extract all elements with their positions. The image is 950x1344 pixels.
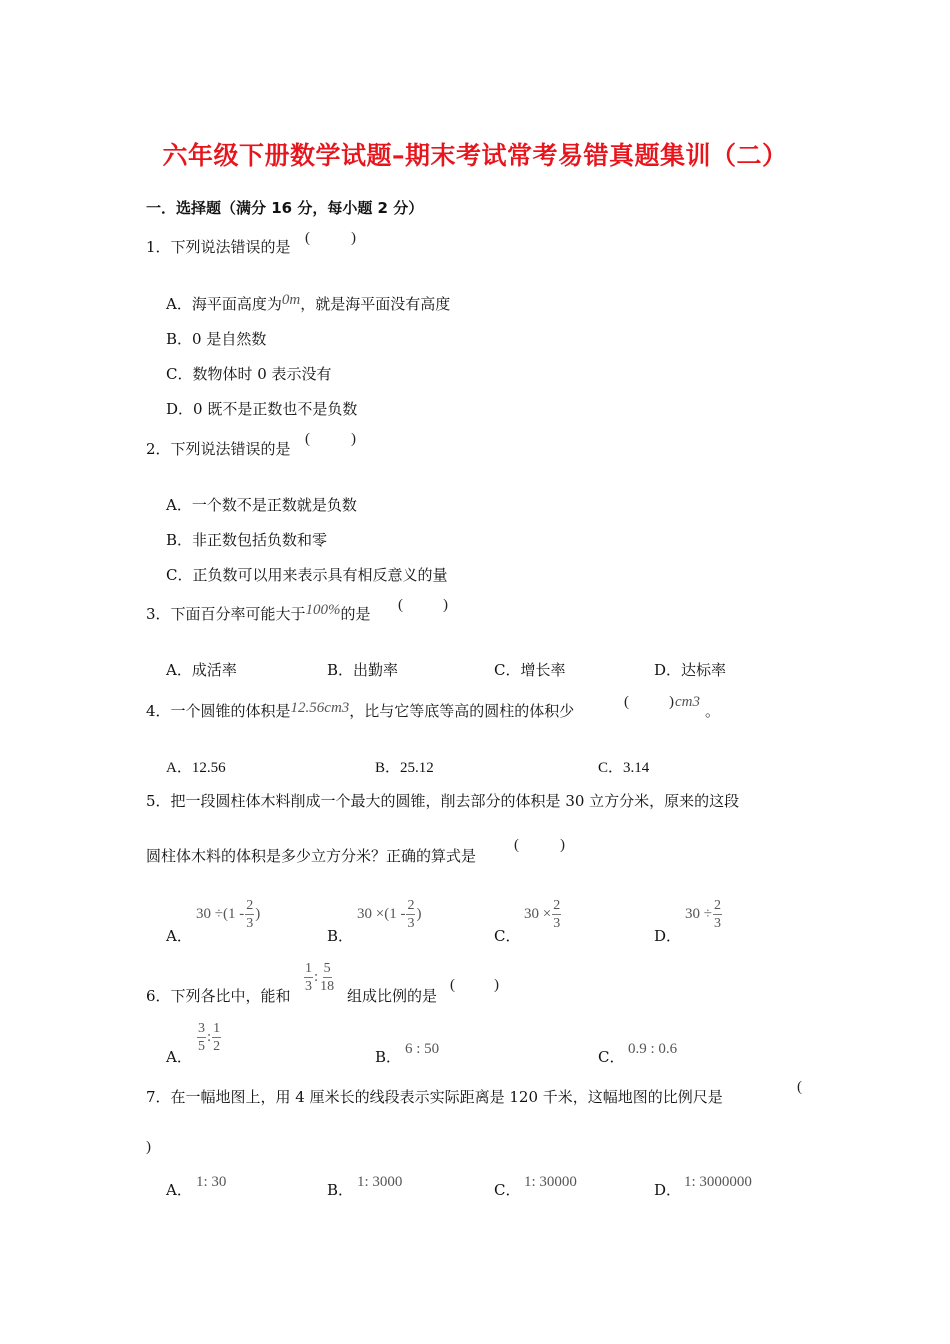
q6-r-num1: 1 bbox=[305, 961, 312, 976]
q2-option-b[interactable]: B．非正数包括负数和零 bbox=[166, 531, 328, 549]
q5-option-c-expr[interactable] bbox=[524, 897, 562, 932]
q5-c-num: 2 bbox=[553, 898, 561, 913]
q7-option-d-expr[interactable]: 1: 3000000 bbox=[684, 1174, 752, 1190]
q6-r-den1: 3 bbox=[305, 979, 312, 994]
question-6-stem-pre: 6．下列各比中，能和 bbox=[146, 987, 291, 1005]
q5-a-num: 2 bbox=[246, 898, 254, 913]
q5-a-expr-post: ) bbox=[255, 906, 261, 922]
q6-answer-paren-open: ( bbox=[450, 977, 455, 993]
q6-ratio-frac-1 bbox=[304, 960, 313, 995]
q6-a-colon: : bbox=[207, 1029, 212, 1045]
q3-text: 3．下面百分率可能大于 bbox=[146, 605, 306, 623]
q6-option-b-label[interactable]: B． bbox=[375, 1048, 402, 1066]
q4-option-c[interactable]: C．3.14 bbox=[598, 760, 650, 776]
q4-answer-paren-close: ) bbox=[669, 694, 674, 710]
q7-option-b-label[interactable]: B． bbox=[327, 1181, 354, 1199]
q4-math-unit: cm3 bbox=[675, 694, 700, 710]
q1-answer-paren-close: ) bbox=[351, 230, 356, 246]
q5-option-d-label[interactable]: D． bbox=[654, 927, 682, 945]
q5-b-expr-post: ) bbox=[416, 906, 422, 922]
q3-option-a[interactable]: A．成活率 bbox=[166, 661, 237, 679]
question-4-stem bbox=[146, 700, 574, 721]
q5-a-fraction bbox=[245, 897, 254, 932]
q5-option-d-expr[interactable] bbox=[685, 897, 723, 932]
q6-a-frac-2 bbox=[212, 1020, 221, 1055]
q5-b-num: 2 bbox=[407, 898, 415, 913]
q5-b-expr-pre: 30 ×(1 - bbox=[357, 906, 406, 922]
q7-option-a-label[interactable]: A． bbox=[166, 1181, 192, 1199]
q1-option-a-math: 0m bbox=[281, 292, 301, 308]
q1-option-b[interactable]: B．0 是自然数 bbox=[166, 330, 267, 348]
q5-d-den: 3 bbox=[713, 916, 721, 931]
q3-option-d[interactable]: D．达标率 bbox=[654, 661, 727, 679]
q6-option-a-expr[interactable] bbox=[196, 1017, 222, 1055]
q2-answer-paren-open: ( bbox=[305, 431, 310, 447]
q3-option-b[interactable]: B．出勤率 bbox=[327, 661, 399, 679]
q7-answer-paren-close: ) bbox=[146, 1139, 151, 1155]
q5-option-c-label[interactable]: C． bbox=[494, 927, 521, 945]
q6-r-num2: 5 bbox=[323, 961, 331, 976]
q5-answer-paren-open: ( bbox=[514, 837, 519, 853]
question-5-line-1: 5．把一段圆柱体木料削成一个最大的圆锥，削去部分的体积是 30 立方分米，原来的这段 bbox=[146, 792, 740, 810]
q7-option-a-expr[interactable]: 1: 30 bbox=[196, 1174, 227, 1190]
q4-answer-paren-open: ( bbox=[624, 694, 629, 710]
question-7-line-1: 7．在一幅地图上，用 4 厘米长的线段表示实际距离是 120 千米，这幅地图的比例尺是 bbox=[146, 1088, 723, 1106]
q6-ratio bbox=[303, 957, 336, 995]
q7-answer-paren-open: ( bbox=[797, 1079, 802, 1095]
q5-c-fraction bbox=[552, 897, 561, 932]
q7-option-d-label[interactable]: D． bbox=[654, 1181, 682, 1199]
q2-option-a[interactable]: A．一个数不是正数就是负数 bbox=[166, 496, 357, 514]
q3-text-end: 的是 bbox=[340, 605, 371, 623]
q6-option-c-expr[interactable]: 0.9 : 0.6 bbox=[628, 1041, 678, 1057]
q3-option-c[interactable]: C．增长率 bbox=[494, 661, 566, 679]
q5-d-fraction bbox=[713, 897, 722, 932]
question-6-stem-post: 组成比例的是 bbox=[347, 987, 438, 1005]
q6-r-den2: 18 bbox=[320, 979, 335, 994]
section-heading: 一．选择题（满分 16 分，每小题 2 分） bbox=[146, 199, 424, 217]
q6-option-b-expr[interactable]: 6 : 50 bbox=[405, 1041, 440, 1057]
q6-a-den1: 5 bbox=[198, 1039, 205, 1054]
q6-a-num2: 1 bbox=[213, 1021, 221, 1036]
q6-option-c-label[interactable]: C． bbox=[598, 1048, 625, 1066]
q6-ratio-frac-2 bbox=[319, 960, 335, 995]
q3-answer-paren-open: ( bbox=[398, 597, 403, 613]
page-title: 六年级下册数学试题–期末考试常考易错真题集训（二） bbox=[162, 141, 788, 170]
q1-option-d[interactable]: D．0 既不是正数也不是负数 bbox=[166, 400, 358, 418]
q4-option-a[interactable]: A．12.56 bbox=[166, 760, 226, 776]
q7-option-c-label[interactable]: C． bbox=[494, 1181, 521, 1199]
q1-answer-paren-open: ( bbox=[305, 230, 310, 246]
q1-option-c[interactable]: C．数物体时 0 表示没有 bbox=[166, 365, 332, 383]
q5-c-expr-pre: 30 × bbox=[524, 906, 552, 922]
q5-d-num: 2 bbox=[713, 898, 721, 913]
q6-answer-paren-close: ) bbox=[494, 977, 499, 993]
q2-option-c[interactable]: C．正负数可以用来表示具有相反意义的量 bbox=[166, 566, 448, 584]
q4-text-end: 。 bbox=[705, 702, 721, 720]
question-3-stem bbox=[146, 603, 371, 624]
q5-d-expr-pre: 30 ÷ bbox=[685, 906, 712, 922]
q7-option-b-expr[interactable]: 1: 3000 bbox=[357, 1174, 403, 1190]
q5-option-b-label[interactable]: B． bbox=[327, 927, 354, 945]
question-1-stem bbox=[146, 236, 291, 257]
q1-option-a[interactable] bbox=[166, 293, 450, 314]
q4-option-b[interactable]: B．25.12 bbox=[375, 760, 434, 776]
q7-option-c-expr[interactable]: 1: 30000 bbox=[524, 1174, 577, 1190]
q6-ratio-colon: : bbox=[314, 969, 319, 985]
q2-answer-paren-close: ) bbox=[351, 431, 356, 447]
q5-option-a-expr[interactable] bbox=[196, 897, 260, 932]
q5-option-b-expr[interactable] bbox=[357, 897, 421, 932]
q5-a-den: 3 bbox=[246, 916, 254, 931]
q1-option-a-text-end: ，就是海平面没有高度 bbox=[300, 295, 451, 313]
q3-math-100pct: 100% bbox=[305, 602, 341, 618]
q6-a-frac-1 bbox=[197, 1020, 206, 1055]
q3-answer-paren-close: ) bbox=[443, 597, 448, 613]
question-2-stem: 2．下列说法错误的是 bbox=[146, 440, 291, 458]
q5-b-fraction bbox=[406, 897, 415, 932]
q4-text-mid: ，比与它等底等高的圆柱的体积少 bbox=[349, 702, 575, 720]
q5-c-den: 3 bbox=[553, 916, 561, 931]
q4-math-volume: 12.56cm3 bbox=[290, 700, 350, 716]
q5-option-a-label[interactable]: A． bbox=[166, 927, 192, 945]
q5-b-den: 3 bbox=[407, 916, 415, 931]
q6-a-den2: 2 bbox=[213, 1039, 221, 1054]
q6-option-a-label[interactable]: A． bbox=[166, 1048, 192, 1066]
question-1-text: 1．下列说法错误的是 bbox=[146, 238, 291, 256]
q5-a-expr-pre: 30 ÷(1 - bbox=[196, 906, 245, 922]
question-5-line-2: 圆柱体木料的体积是多少立方分米？正确的算式是 bbox=[146, 847, 477, 865]
q6-a-num1: 3 bbox=[198, 1021, 205, 1036]
q5-answer-paren-close: ) bbox=[560, 837, 565, 853]
q1-option-a-text: A．海平面高度为 bbox=[166, 295, 282, 313]
q4-text: 4．一个圆锥的体积是 bbox=[146, 702, 291, 720]
